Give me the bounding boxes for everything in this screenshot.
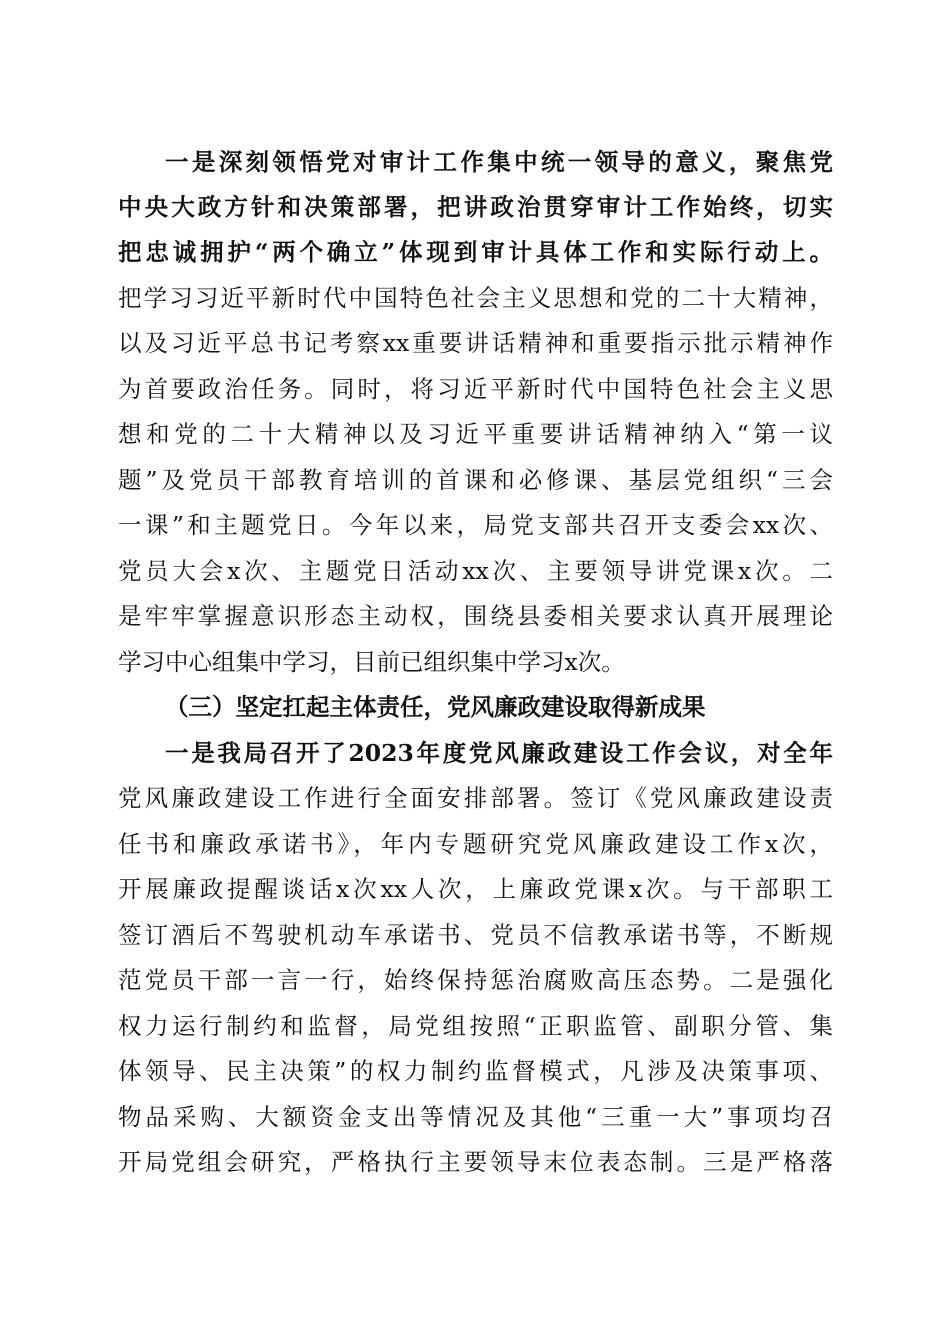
paragraph-line: 党风廉政建设工作进行全面安排部署。签订《党风廉政建设责 [118,784,833,812]
paragraph-line: 学习中心组集中学习，目前已组织集中学习x次。 [118,648,625,676]
paragraph-line: 党员大会x次、主题党日活动xx次、主要领导讲党课x次。二 [118,557,833,585]
paragraph-line: 中央大政方针和决策部署，把讲政治贯穿审计工作始终，切实 [118,193,833,221]
paragraph-line: 以及习近平总书记考察xx重要讲话精神和重要指示批示精神作 [118,329,833,357]
paragraph-line: 题”及党员干部教育培训的首课和必修课、基层党组织“三会 [118,466,833,494]
paragraph-line: 权力运行制约和监督，局党组按照“正职监管、副职分管、集 [118,1012,833,1040]
paragraph-line: 签订酒后不驾驶机动车承诺书、党员不信教承诺书等，不断规 [118,921,833,949]
paragraph-line: 任书和廉政承诺书》，年内专题研究党风廉政建设工作x次， [118,830,833,858]
paragraph-line: 体领导、民主决策”的权力制约监督模式，凡涉及决策事项、 [118,1057,833,1085]
section-heading: （三）坚定扛起主体责任，党风廉政建设取得新成果 [165,693,706,721]
paragraph-line: 范党员干部一言一行，始终保持惩治腐败高压态势。二是强化 [118,966,833,994]
paragraph-line: 把学习习近平新时代中国特色社会主义思想和党的二十大精神， [118,284,833,312]
paragraph-line: 把忠诚拥护“两个确立”体现到审计具体工作和实际行动上。 [118,238,833,266]
paragraph-line: 是牢牢掌握意识形态主动权，围绕县委相关要求认真开展理论 [118,602,833,630]
paragraph-line: 想和党的二十大精神以及习近平重要讲话精神纳入“第一议 [118,420,833,448]
paragraph-line: 物品采购、大额资金支出等情况及其他“三重一大”事项均召 [118,1103,833,1131]
paragraph-line: 为首要政治任务。同时，将习近平新时代中国特色社会主义思 [118,375,833,403]
paragraph-line: 一是深刻领悟党对审计工作集中统一领导的意义，聚焦党 [165,148,833,176]
paragraph-line: 开局党组会研究，严格执行主要领导末位表态制。三是严格落 [118,1148,833,1176]
paragraph-line: 开展廉政提醒谈话x次xx人次，上廉政党课x次。与干部职工 [118,875,833,903]
paragraph-line: 一课”和主题党日。今年以来，局党支部共召开支委会xx次、 [118,511,833,539]
paragraph-line: 一是我局召开了2023年度党风廉政建设工作会议，对全年 [165,739,833,767]
